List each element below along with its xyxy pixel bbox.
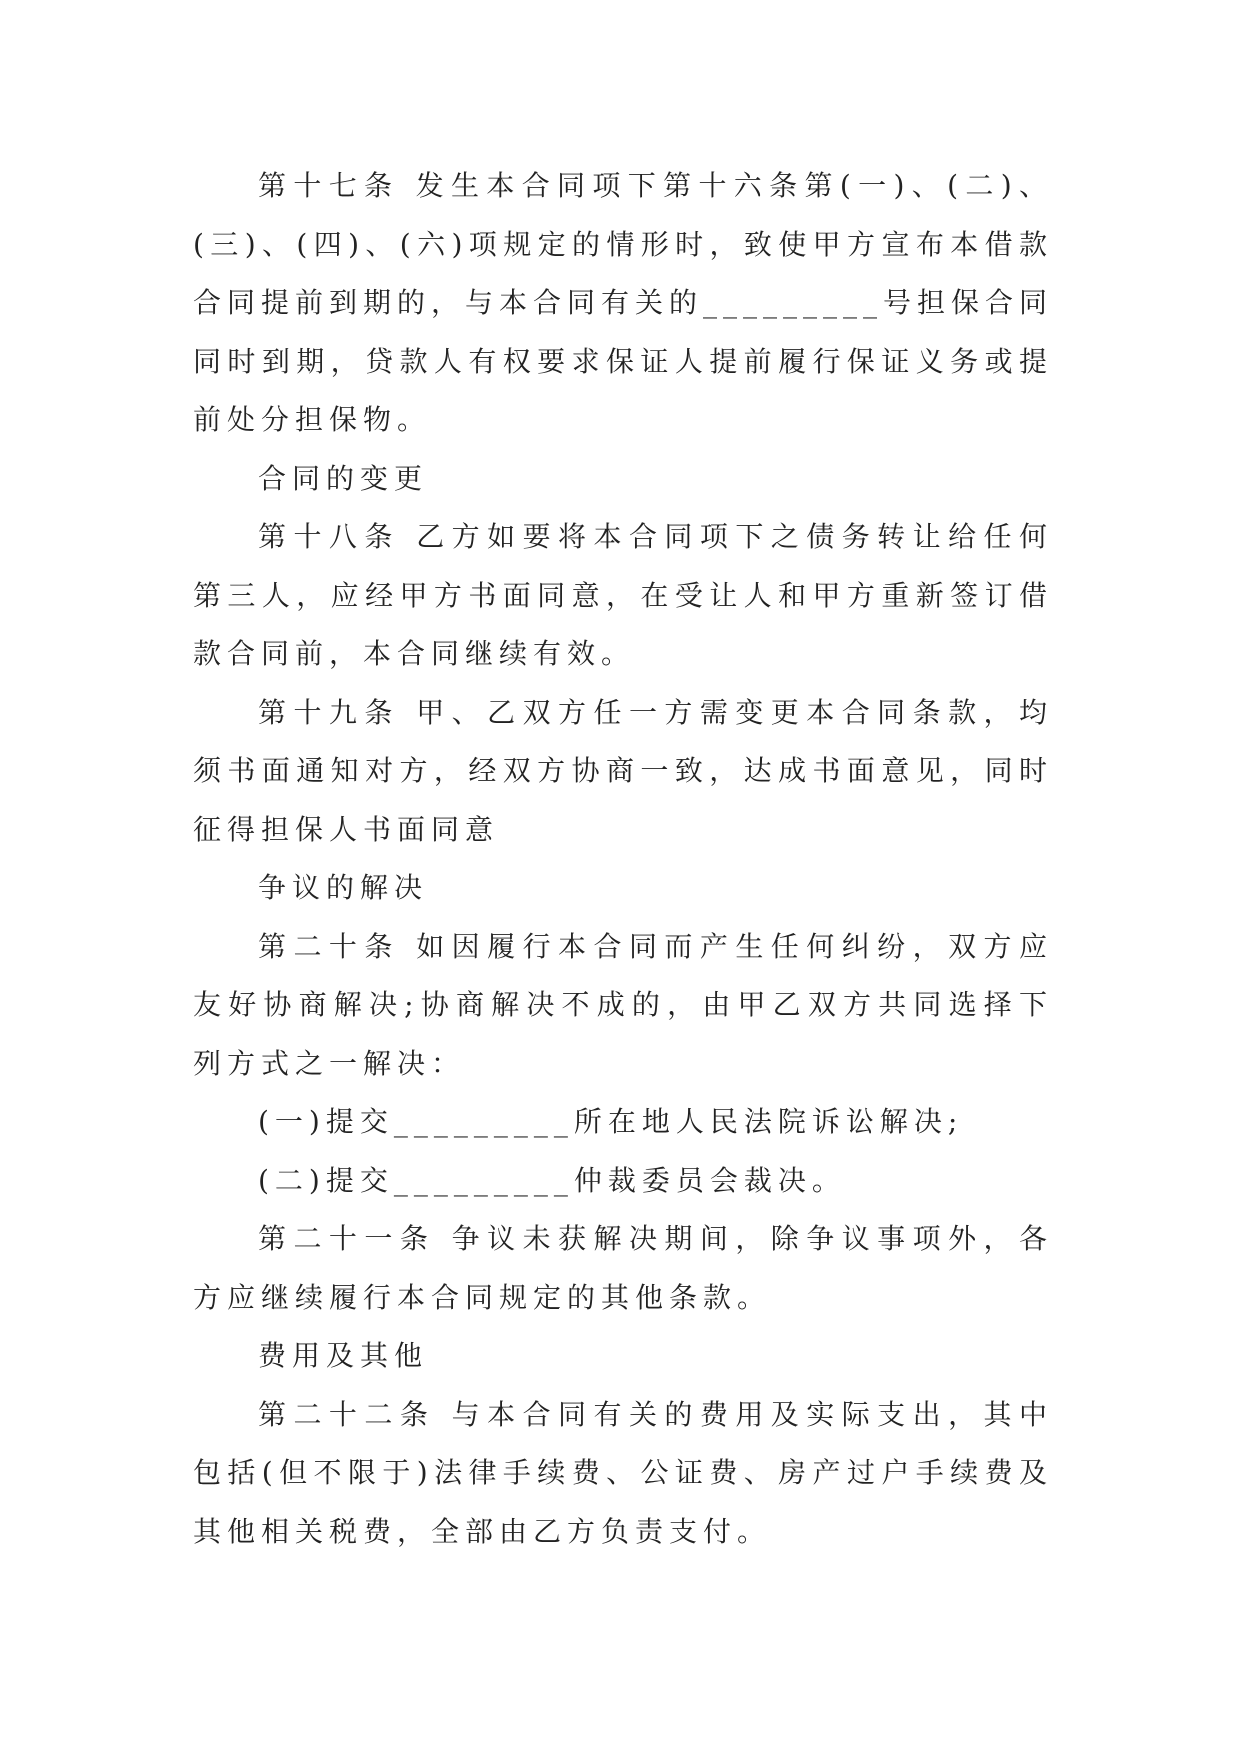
section-heading-dispute-resolution: 争议的解决	[258, 871, 429, 904]
section-heading-contract-change: 合同的变更	[258, 461, 429, 495]
dispute-option-1: (一)提交_________所在地人民法院诉讼解决;	[258, 1105, 964, 1138]
document-body	[193, 157, 1053, 1561]
clause-21: 第二十一条 争议未获解决期间，除争议事项外，各方应继续履行本合同规定的其他条款。	[193, 1222, 1053, 1314]
clause-17: 第十七条 发生本合同项下第十六条第(一)、(二)、(三)、(四)、(六)项规定的情形时，致使甲方宣布本借款合同提前到期的，与本合同有关的_________号担保合同同时到期，贷款人有权要求保证人提前履行保证义务或提前处分担保物。	[193, 169, 1054, 436]
clause-20: 第二十条 如因履行本合同而产生任何纠纷，双方应友好协商解决;协商解决不成的，由甲乙双方共同选择下列方式之一解决：	[193, 929, 1053, 1080]
clause-19: 第十九条 甲、乙双方任一方需变更本合同条款，均须书面通知对方，经双方协商一致，达成书面意见，同时征得担保人书面同意	[193, 695, 1053, 846]
section-heading-fees-and-other: 费用及其他	[258, 1339, 429, 1372]
dispute-option-2: (二)提交_________仲裁委员会裁决。	[258, 1163, 846, 1197]
clause-22: 第二十二条 与本合同有关的费用及实际支出，其中包括(但不限于)法律手续费、公证费、房产过户手续费及其他相关税费，全部由乙方负责支付。	[193, 1397, 1053, 1548]
clause-18: 第十八条 乙方如要将本合同项下之债务转让给任何第三人，应经甲方书面同意，在受让人和甲方重新签订借款合同前，本合同继续有效。	[193, 520, 1053, 670]
